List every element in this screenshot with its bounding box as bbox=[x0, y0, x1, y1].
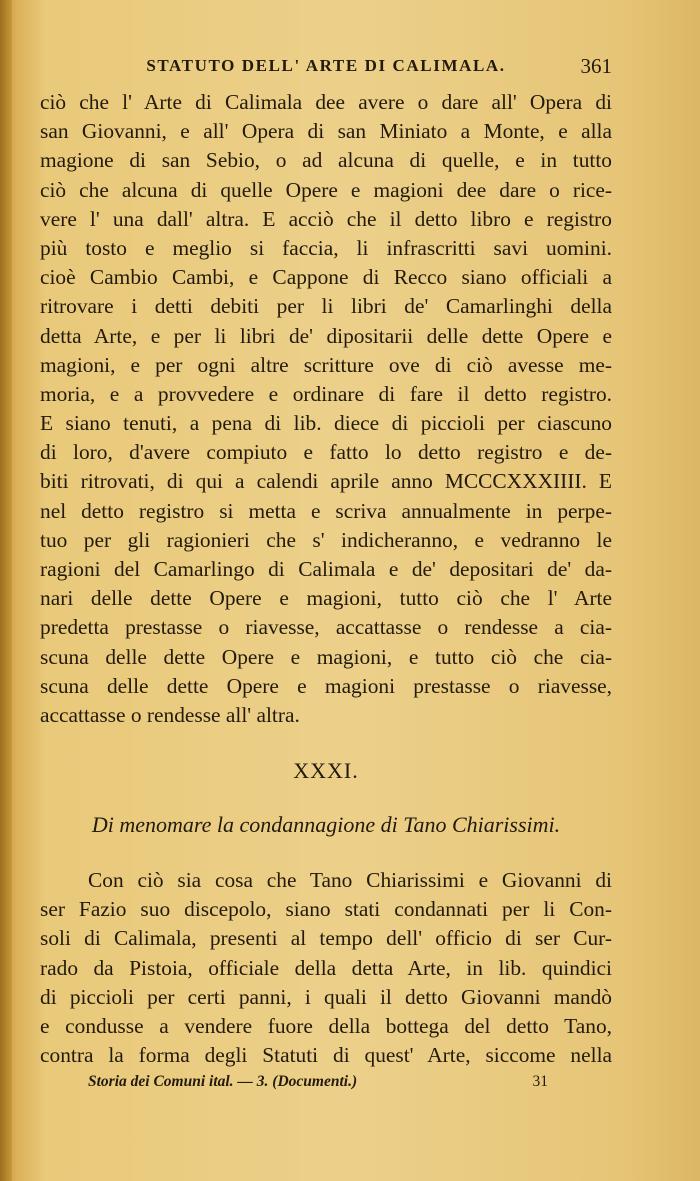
text-line: soli di Calimala, presenti al tempo dell' officio di ser Cur- bbox=[40, 926, 612, 951]
text-line: nel detto registro si metta e scriva annualmente in perpe- bbox=[40, 498, 612, 523]
paragraph-1 bbox=[40, 88, 612, 730]
text-line: san Giovanni, e all' Opera di san Miniato a Monte, e alla bbox=[40, 119, 612, 144]
text-line: Con ciò sia cosa che Tano Chiarissimi e Giovanni di bbox=[88, 868, 612, 892]
text-line: ciò che alcuna di quelle Opere e magioni dee dare o rice- bbox=[40, 177, 612, 202]
signature-mark: 31 bbox=[532, 1073, 548, 1090]
page-footer bbox=[88, 1073, 548, 1097]
text-line: rado da Pistoia, officiale della detta Arte, in lib. quindici bbox=[40, 955, 612, 980]
section-number: XXXI. bbox=[293, 758, 359, 783]
text-line: accattasse o rendesse all' altra. bbox=[40, 702, 300, 727]
text-line: ragioni del Camarlingo di Calimala e de' depositari de' da- bbox=[40, 557, 612, 581]
footer-book-title: Storia dei Comuni ital. — 3. (Documenti.) bbox=[88, 1073, 358, 1090]
text-line: magioni, e per ogni altre scritture ove di ciò avesse me- bbox=[40, 352, 612, 377]
book-spine-edge bbox=[0, 0, 12, 1181]
text-line: ciò che l' Arte di Calimala dee avere o dare all' Opera di bbox=[40, 90, 612, 114]
text-line: nari delle dette Opere e magioni, tutto ciò che l' Arte bbox=[40, 586, 612, 611]
text-line: detta Arte, e per li libri de' dipositarii delle dette Opere e bbox=[40, 323, 612, 348]
paragraph-2 bbox=[40, 866, 612, 1070]
text-line: ser Fazio suo discepolo, siano stati condannati per li Con- bbox=[40, 897, 612, 922]
text-line: scuna delle dette Opere e magioni prestasse o riavesse, bbox=[40, 673, 612, 698]
text-line: magione di san Sebio, o ad alcuna di quelle, e in tutto bbox=[40, 148, 612, 173]
text-line: biti ritrovati, di qui a calendi aprile anno MCCCXXXIIII. E bbox=[40, 469, 612, 494]
text-line: vere l' una dall' altra. E acciò che il detto libro e registro bbox=[40, 206, 612, 231]
text-line: contra la forma degli Statuti di quest' Arte, siccome nella bbox=[40, 1043, 612, 1068]
text-line: di piccioli per certi panni, i quali il detto Giovanni mandò bbox=[40, 984, 612, 1009]
text-line: E siano tenuti, a pena di lib. diece di piccioli per ciascuno bbox=[40, 411, 612, 436]
text-line: scuna delle dette Opere e magioni, e tutto ciò che cia- bbox=[40, 644, 612, 669]
page-number: 361 bbox=[580, 54, 612, 78]
text-line: moria, e a provvedere e ordinare di fare il detto registro. bbox=[40, 381, 612, 406]
text-line: e condusse a vendere fuore della bottega del detto Tano, bbox=[40, 1013, 612, 1038]
running-title: STATUTO DELL' ARTE DI CALIMALA. bbox=[146, 56, 506, 75]
text-line: di loro, d'avere compiuto e fatto lo detto registro e de- bbox=[40, 440, 612, 465]
text-line: cioè Cambio Cambi, e Cappone di Recco siano officiali a bbox=[40, 265, 612, 290]
page-header bbox=[40, 54, 612, 84]
text-line: predetta prestasse o riavesse, accattasse o rendesse a cia- bbox=[40, 615, 612, 640]
section-title: Di menomare la condannagione di Tano Chiarissimi. bbox=[91, 812, 561, 837]
text-line: più tosto e meglio si faccia, li infrascritti savi uomini. bbox=[40, 235, 612, 260]
text-line: ritrovare i detti debiti per li libri de' Camarlinghi della bbox=[40, 294, 612, 319]
text-line: tuo per gli ragionieri che s' indicheranno, e vedranno le bbox=[40, 527, 612, 552]
